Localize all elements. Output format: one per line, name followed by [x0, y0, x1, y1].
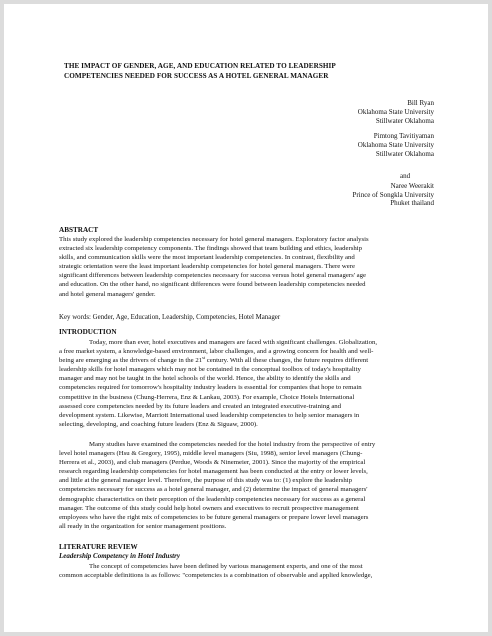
abstract-line: and education. On the other hand, no significant differences were found between leadership competencies needed — [59, 281, 366, 289]
author-conjunction: and — [400, 172, 411, 180]
intro-line: employees who have the right mix of competencies to be future general managers or prepare lower level managers — [59, 513, 369, 521]
abstract-line: skills, and communication skills were the most important leadership competencies. In contrast, flexibility and — [59, 254, 355, 262]
lit-line: The concept of competencies have been defined by various management experts, and one of the most — [89, 563, 363, 570]
intro-line: development system. Likewise, Marriott International used leadership competencies to help senior managers in — [59, 411, 360, 419]
intro-line: a free market system, a knowledge-based environment, labor challenges, and a growing concern for health and well- — [59, 348, 374, 356]
intro-line: competencies required for tomorrow's hospitality industry leaders is essential for companies that hope to remain — [59, 384, 362, 392]
abstract-body — [59, 235, 449, 299]
author-location: Stillwater Oklahoma — [375, 149, 434, 158]
abstract-line: This study explored the leadership competencies necessary for hotel general managers. Exploratory factor analysis — [59, 236, 369, 243]
keywords-line: Key words: Gender, Age, Education, Leadership, Competencies, Hotel Manager — [59, 314, 281, 321]
title-line: THE IMPACT OF GENDER, AGE, AND EDUCATION RELATED TO LEADERSHIP — [64, 62, 336, 70]
intro-line: all ready in the organization for senior management positions. — [59, 522, 227, 530]
intro-line: Today, more than ever, hotel executives and managers are faced with significant challenges. Globalization, — [89, 339, 378, 346]
intro-line: level hotel managers (Hsu & Gregory, 1995), middle level managers (Siu, 1998), senior level managers (Chung- — [59, 450, 363, 458]
lit-line: common acceptable definitions is as follows: "competencies is a combination of observable and applied knowledge, — [59, 572, 373, 580]
intro-line: selecting, developing, and coaching future leaders (Enz & Siguaw, 2000). — [59, 420, 258, 428]
paper-title — [64, 61, 444, 81]
literature-review-heading: LITERATURE REVIEW — [59, 543, 138, 551]
literature-review-subheading: Leadership Competency in Hotel Industry — [59, 552, 180, 560]
intro-line: manager. The outcome of this study could help hotel owners and executives to recruit prospective management — [59, 504, 359, 512]
author-affiliation: Oklahoma State University — [357, 107, 434, 116]
literature-review-body — [59, 562, 449, 580]
introduction-paragraph-1 — [59, 338, 449, 429]
intro-line: Many studies have examined the competencies needed for the hotel industry from the perspective of entry — [89, 441, 376, 448]
superscript: st — [202, 354, 206, 360]
author-name: Naree Weerakit — [390, 181, 434, 190]
document-page — [4, 4, 488, 632]
intro-line: competitive in the business (Chung-Herrera, Enz & Lankau, 2003). For example, Choice Hotels International — [59, 393, 355, 401]
intro-line-start: being are emerging as the drivers of change in the 21 — [59, 357, 203, 365]
abstract-line: extracted six leadership competency components. The findings showed that team building and ethics, leadership — [59, 245, 362, 253]
author-name: Pimtong Tavitiyaman — [373, 132, 434, 141]
abstract-line: significant differences between leadership competencies necessary for success versus hotel general managers' age — [59, 272, 366, 280]
abstract-line: strategic orientation were the least important leadership competencies for hotel general managers. There were — [59, 263, 355, 271]
author-block — [353, 99, 434, 208]
author-location: Stillwater Oklahoma — [375, 116, 434, 125]
intro-line-with-sup — [59, 356, 449, 365]
intro-line: Herrera et al., 2003), and club managers (Perdue, Woods & Ninemeier, 2001). Since the majority of the empirical — [59, 459, 366, 467]
author-affiliation: Oklahoma State University — [357, 141, 434, 150]
intro-line: competencies necessary for success as a hotel general manager, and (2) determine the impact of general managers' — [59, 486, 368, 494]
abstract-line: and hotel general managers' gender. — [59, 290, 156, 298]
intro-line-end: century. With all these changes, the future requires different — [205, 357, 369, 365]
introduction-heading: INTRODUCTION — [59, 328, 117, 336]
intro-line: assessed core competencies needed by its future leaders and created an integrated executive-training and — [59, 402, 342, 410]
author-affiliation: Prince of Songkla University — [352, 190, 434, 199]
abstract-heading: ABSTRACT — [59, 226, 99, 234]
author-location: Phuket thailand — [390, 199, 434, 208]
title-line: COMPETENCIES NEEDED FOR SUCCESS AS A HOTEL GENERAL MANAGER — [64, 72, 329, 80]
introduction-paragraph-2 — [59, 440, 449, 531]
author-name: Bill Ryan — [407, 99, 434, 107]
intro-line: leadership skills for hotel managers which may not be contained in the conceptual toolbox of today's hospitality — [59, 366, 361, 374]
intro-line: research regarding leadership competencies for hotel management has been conducted at the entry or lower levels, — [59, 468, 368, 476]
intro-line: demographic characteristics on their perception of the leadership competencies necessary for success as a general — [59, 495, 366, 503]
intro-line: manager and may not be taught in the hotel schools of the world. Hence, the ability to identify the skills and — [59, 375, 351, 383]
intro-line: and little at the general manager level. Therefore, the purpose of this study was to: (1) explore the leadership — [59, 477, 353, 485]
